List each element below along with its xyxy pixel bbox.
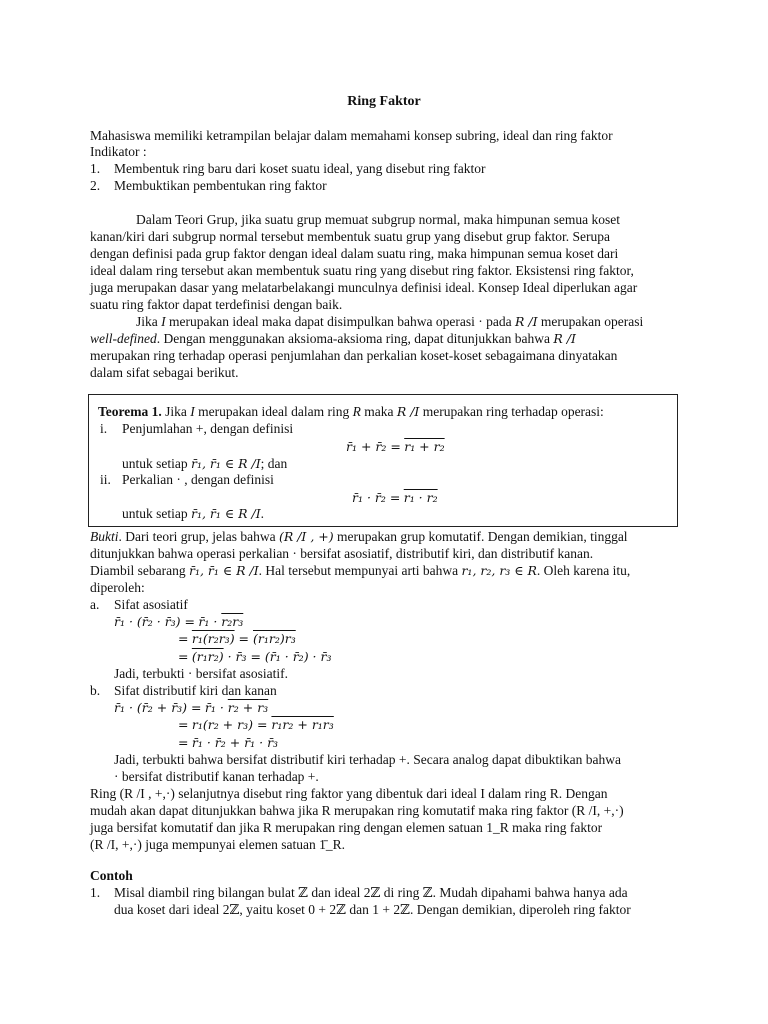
example-line: dua koset dari ideal 2ℤ, yaitu koset 0 + 2ℤ dan 1 + 2ℤ. Dengan demikian, diperoleh ring faktor: [114, 902, 631, 917]
section-heading: Contoh: [90, 868, 133, 883]
math-expr: r̄₁ + r̄₂ =: [346, 439, 401, 454]
equation-line: [178, 631, 296, 647]
theorem-item: Penjumlahan +, dengan definisi: [122, 421, 294, 436]
theorem-item-number: ii.: [100, 472, 111, 487]
proof-conclusion: Jadi, terbukti bahwa bersifat distributif kiri terhadap +. Secara analog dapat dibuktikan bahwa: [114, 752, 621, 767]
list-item-number: 1.: [90, 161, 101, 176]
paragraph-line: dengan definisi pada grup faktor dengan ideal dalam suatu ring, maka himpunan semua koset dari: [90, 246, 619, 261]
math-var: I: [190, 404, 195, 419]
paragraph-line: [90, 331, 576, 347]
intro-line: Mahasiswa memiliki ketrampilan belajar dalam memahami konsep subring, ideal dan ring faktor: [90, 128, 613, 143]
list-item: Membuktikan pembentukan ring faktor: [114, 178, 327, 193]
list-item-number: 1.: [90, 885, 101, 900]
text: Jika: [136, 314, 162, 329]
math-expr: =: [234, 631, 253, 646]
proof-item-title: Sifat asosiatif: [114, 597, 188, 612]
math-expr: r̄₁, r̄₁ ∈ R /I: [188, 563, 259, 578]
math-expr: r₂r₃: [221, 614, 244, 629]
paragraph-line: merupakan ring terhadap operasi penjumlahan dan perkalian koset-koset sebagaimana dinyatakan: [90, 348, 618, 363]
math-expr: r̄₁, r̄₁ ∈ R /I: [191, 506, 261, 521]
list-item: Membentuk ring baru dari koset suatu ideal, yang disebut ring faktor: [114, 161, 486, 176]
text: Diambil sebarang: [90, 563, 189, 578]
equation-line: [114, 614, 243, 630]
proof-conclusion: Jadi, terbukti · bersifat asosiatif.: [114, 666, 288, 681]
math-expr: r̄₁ · (r̄₂ · r̄₃) =: [114, 614, 195, 629]
math-expr: r₁(r₂r₃): [191, 631, 235, 646]
paragraph-line: (R /I, +,·) juga mempunyai elemen satuan 1̄_R.: [90, 837, 346, 852]
math-expr: r̄₁ · r̄₂ =: [352, 490, 401, 505]
paragraph-line: kanan/kiri dari subgrup normal tersebut membentuk suatu grup yang disebut grup faktor. Serupa: [90, 229, 611, 244]
math-expr: (r₁r₂)r₃: [253, 631, 296, 646]
equation-line: [178, 649, 331, 665]
proof-line: [90, 529, 628, 545]
math-expr: r₁ + r₂: [404, 439, 445, 454]
math-expr: r̄₁, r̄₁ ∈ R /I: [191, 456, 261, 471]
theorem-label: Teorema 1.: [98, 404, 162, 419]
math-expr: r₁, r₂, r₃ ∈ R: [461, 563, 537, 578]
text: Jika: [161, 404, 191, 419]
text: merupakan ideal dalam ring: [194, 404, 353, 419]
proof-line: diperoleh:: [90, 580, 145, 595]
paragraph-line: ideal dalam ring tersebut akan membentuk suatu ring yang disebut ring faktor. Eksistensi ring faktor,: [90, 263, 634, 278]
math-expr: r̄₁ ·: [198, 614, 222, 629]
paragraph-line: suatu ring faktor dapat terdefinisi dengan baik.: [90, 297, 343, 312]
text: . Dari teori grup, jelas bahwa: [118, 529, 279, 544]
math-var: R: [352, 404, 361, 419]
paragraph-line: mudah akan dapat ditunjukkan bahwa jika R merupakan ring komutatif maka ring faktor (R /I, +,·): [90, 803, 624, 818]
text: . Oleh karena itu,: [536, 563, 631, 578]
math-expr: (r₁r₂): [191, 649, 224, 664]
math-expr: =: [253, 717, 272, 732]
example-line: Misal diambil ring bilangan bulat ℤ dan ideal 2ℤ di ring ℤ. Mudah dipahami bahwa hanya ada: [114, 885, 628, 900]
theorem-item-condition: [122, 456, 287, 472]
math-expr: r̄₁ ·: [204, 700, 228, 715]
theorem-item-condition: [122, 506, 264, 522]
proof-line: [90, 563, 630, 579]
indikator-label: Indikator :: [90, 144, 147, 159]
proof-item-number: a.: [90, 597, 100, 612]
math-expr: r₁r₂ + r₁r₃: [271, 717, 334, 732]
paragraph-line: juga bersifat komutatif dan jika R merupakan ring dengan elemen satuan 1_R maka ring faktor: [90, 820, 603, 835]
text: untuk setiap: [122, 456, 191, 471]
math-expr: r₁(r₂ + r₃): [191, 717, 253, 732]
theorem-item-number: i.: [100, 421, 108, 436]
math-expr: R /I: [396, 404, 420, 419]
paragraph-line: juga merupakan dasar yang melatarbelakangi munculnya definisi ideal. Konsep Ideal diperlukan agar: [90, 280, 638, 295]
page-title: Ring Faktor: [347, 94, 421, 109]
text: . Dengan menggunakan aksioma-aksioma ring, dapat ditunjukkan bahwa: [156, 331, 554, 346]
text: ; dan: [260, 456, 288, 471]
paragraph-line: [136, 314, 643, 330]
definition-equation: [346, 439, 445, 455]
math-expr: R /I: [515, 314, 538, 329]
text: merupakan ideal maka dapat disimpulkan bahwa operasi · pada: [165, 314, 515, 329]
theorem-heading: [98, 404, 604, 420]
math-expr: =: [178, 631, 189, 646]
paragraph-line: Ring (R /I , +,·) selanjutnya disebut ring faktor yang dibentuk dari ideal I dalam ring R. Dengan: [90, 786, 608, 801]
text: merupakan operasi: [537, 314, 644, 329]
math-expr: · r̄₃ = (r̄₁ · r̄₂) · r̄₃: [223, 649, 332, 664]
text: .: [260, 506, 265, 521]
proof-item-title: Sifat distributif kiri dan kanan: [114, 683, 277, 698]
list-item-number: 2.: [90, 178, 101, 193]
paragraph-line: dalam sifat sebagai berikut.: [90, 365, 239, 380]
math-expr: =: [178, 735, 189, 750]
equation-line: [178, 717, 334, 733]
math-expr: (R /I , +): [278, 529, 334, 544]
text: merupakan grup komutatif. Dengan demikian, tinggal: [333, 529, 628, 544]
math-expr: =: [178, 717, 189, 732]
text: merupakan ring terhadap operasi:: [419, 404, 604, 419]
definition-equation: [352, 490, 438, 506]
math-expr: =: [178, 649, 189, 664]
math-expr: r₁ · r₂: [403, 490, 438, 505]
equation-line: [178, 735, 278, 751]
math-expr: r̄₁ · (r̄₂ + r̄₃) =: [114, 700, 202, 715]
paragraph-line: Dalam Teori Grup, jika suatu grup memuat subgrup normal, maka himpunan semua koset: [136, 212, 620, 227]
math-expr: R /I: [553, 331, 576, 346]
theorem-item: Perkalian · , dengan definisi: [122, 472, 274, 487]
text: . Hal tersebut mempunyai arti bahwa: [258, 563, 462, 578]
proof-label: Bukti: [90, 529, 119, 544]
proof-line: ditunjukkan bahwa operasi perkalian · bersifat asosiatif, distributif kiri, dan distributif kanan.: [90, 546, 594, 561]
math-expr: r̄₁ · r̄₂ + r̄₁ · r̄₃: [191, 735, 279, 750]
text: well-defined: [90, 331, 157, 346]
math-var: I: [161, 314, 166, 329]
text: maka: [360, 404, 397, 419]
equation-line: [114, 700, 268, 716]
text: untuk setiap: [122, 506, 191, 521]
proof-conclusion: · bersifat distributif kanan terhadap +.: [114, 769, 319, 784]
math-expr: r₂ + r₃: [227, 700, 269, 715]
proof-item-number: b.: [90, 683, 101, 698]
